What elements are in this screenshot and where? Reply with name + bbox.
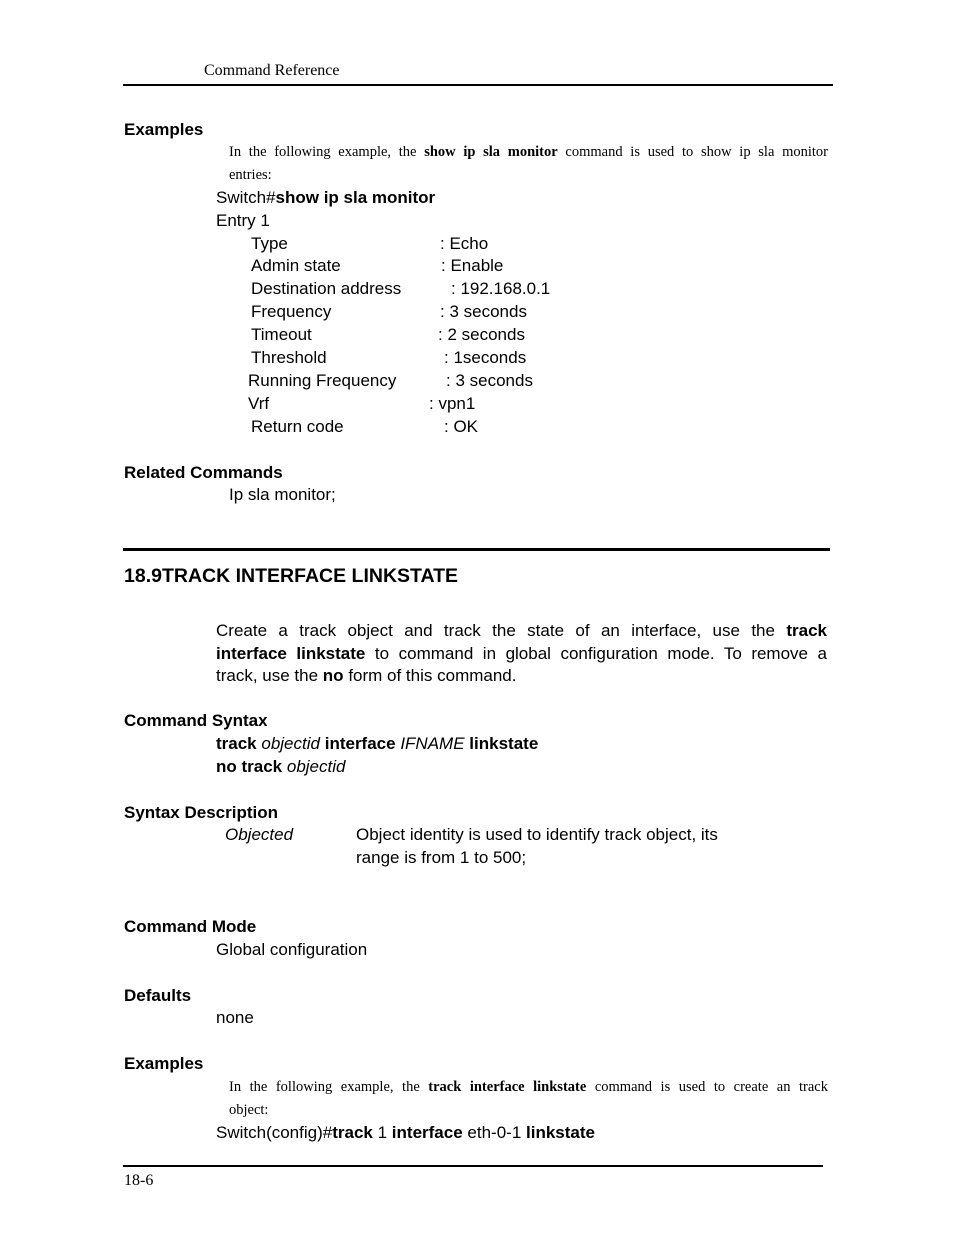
section-rule bbox=[123, 548, 830, 551]
output-row-label: Vrf bbox=[248, 394, 270, 413]
cli-command-line bbox=[216, 188, 435, 208]
section-title bbox=[124, 565, 458, 588]
output-row-value: : 3 seconds bbox=[446, 371, 533, 390]
cli-command: show ip sla monitor bbox=[275, 188, 436, 207]
output-row-value: : Echo bbox=[440, 234, 489, 253]
description-line2: interface linkstate to command in global configuration mode. To remove a bbox=[216, 644, 827, 663]
example2-command-line: Switch(config)#track 1 interface eth-0-1 linkstate bbox=[216, 1123, 595, 1142]
cli-prompt: Switch# bbox=[216, 188, 276, 207]
syntax-line1: track objectid interface IFNAME linkstate bbox=[216, 734, 539, 753]
examples-intro-line2: entries: bbox=[229, 167, 272, 183]
section-title-text: TRACK INTERFACE LINKSTATE bbox=[161, 565, 459, 587]
command-syntax-heading: Command Syntax bbox=[124, 711, 268, 730]
footer-rule bbox=[123, 1165, 823, 1167]
description-line1: Create a track object and track the state of an interface, use the track bbox=[216, 621, 827, 640]
output-row-label: Threshold bbox=[251, 348, 327, 367]
description-line3: track, use the no form of this command. bbox=[216, 666, 517, 685]
param-desc-line2: range is from 1 to 500; bbox=[356, 848, 527, 867]
output-row-label: Timeout bbox=[251, 325, 312, 344]
command-mode-text: Global configuration bbox=[216, 940, 368, 959]
defaults-text: none bbox=[216, 1008, 254, 1027]
examples2-intro-line2: object: bbox=[229, 1102, 269, 1118]
output-row-value: : 3 seconds bbox=[440, 302, 527, 321]
output-row-label: Admin state bbox=[251, 256, 341, 275]
output-row-label: Destination address bbox=[251, 279, 402, 298]
running-header: Command Reference bbox=[204, 62, 340, 79]
param-name: Objected bbox=[225, 825, 294, 844]
syntax-description-heading: Syntax Description bbox=[124, 803, 278, 822]
output-row-label: Frequency bbox=[251, 302, 332, 321]
output-row-label: Return code bbox=[251, 417, 344, 436]
command-mode-heading: Command Mode bbox=[124, 917, 257, 936]
section-number: 18.9 bbox=[124, 565, 162, 587]
examples2-intro-line1: In the following example, the track interface linkstate command is used to create an track bbox=[229, 1079, 828, 1095]
output-row-value: : 1seconds bbox=[444, 348, 527, 367]
output-row-value: : Enable bbox=[441, 256, 504, 275]
output-row-value: : OK bbox=[444, 417, 479, 436]
syntax-line2: no track objectid bbox=[216, 757, 346, 776]
examples-intro-line1: In the following example, the show ip sla monitor command is used to show ip sla monitor bbox=[229, 144, 829, 160]
output-row-value: : vpn1 bbox=[429, 394, 476, 413]
param-desc-line1: Object identity is used to identify track object, its bbox=[356, 825, 718, 844]
header-rule bbox=[123, 84, 833, 86]
examples2-heading: Examples bbox=[124, 1054, 204, 1073]
related-commands-heading: Related Commands bbox=[124, 463, 283, 482]
output-row-value: : 192.168.0.1 bbox=[451, 279, 551, 298]
entry-label: Entry 1 bbox=[216, 211, 270, 230]
output-row-label: Running Frequency bbox=[248, 371, 397, 390]
defaults-heading: Defaults bbox=[124, 986, 192, 1005]
output-row-value: : 2 seconds bbox=[438, 325, 525, 344]
page-number: 18-6 bbox=[124, 1172, 154, 1189]
related-command-text: Ip sla monitor; bbox=[229, 485, 336, 504]
examples-heading: Examples bbox=[124, 120, 204, 139]
output-row-label: Type bbox=[251, 234, 288, 253]
